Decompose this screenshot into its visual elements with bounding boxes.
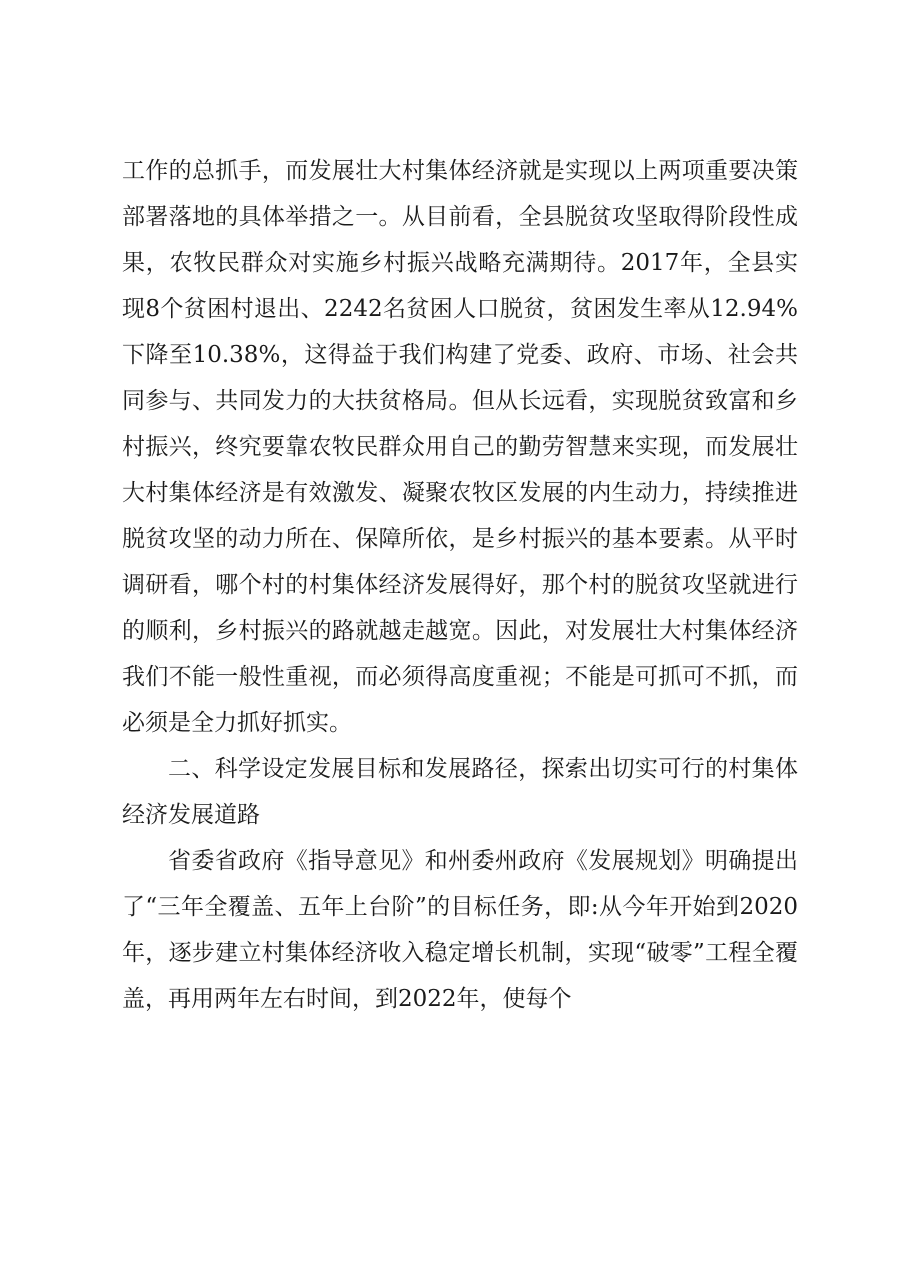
body-paragraph: 省委省政府《指导意见》和州委州政府《发展规划》明确提出了“三年全覆盖、五年上台阶”的目标任务，即:从今年开始到2020年，逐步建立村集体经济收入稳定增长机制，实现“破零”工程全覆盖，再用两年左右时间，到2022年，使每个: [122, 848, 798, 1012]
document-body: [122, 148, 798, 1022]
section-heading: 二、科学设定发展目标和发展路径，探索出切实可行的村集体经济发展道路: [122, 756, 798, 828]
body-paragraph: 工作的总抓手，而发展壮大村集体经济就是实现以上两项重要决策部署落地的具体举措之一。从目前看，全县脱贫攻坚取得阶段性成果，农牧民群众对实施乡村振兴战略充满期待。2017年，全县实现8个贫困村退出、2242名贫困人口脱贫，贫困发生率从12.94%下降至10.38%，这得益于我们构建了党委、政府、市场、社会共同参与、共同发力的大扶贫格局。但从长远看，实现脱贫致富和乡村振兴，终究要靠农牧民群众用自己的勤劳智慧来实现，而发展壮大村集体经济是有效激发、凝聚农牧区发展的内生动力，持续推进脱贫攻坚的动力所在、保障所依，是乡村振兴的基本要素。从平时调研看，哪个村的村集体经济发展得好，那个村的脱贫攻坚就进行的顺利，乡村振兴的路就越走越宽。因此，对发展壮大村集体经济我们不能一般性重视，而必须得高度重视；不能是可抓可不抓，而必须是全力抓好抓实。: [122, 158, 798, 736]
